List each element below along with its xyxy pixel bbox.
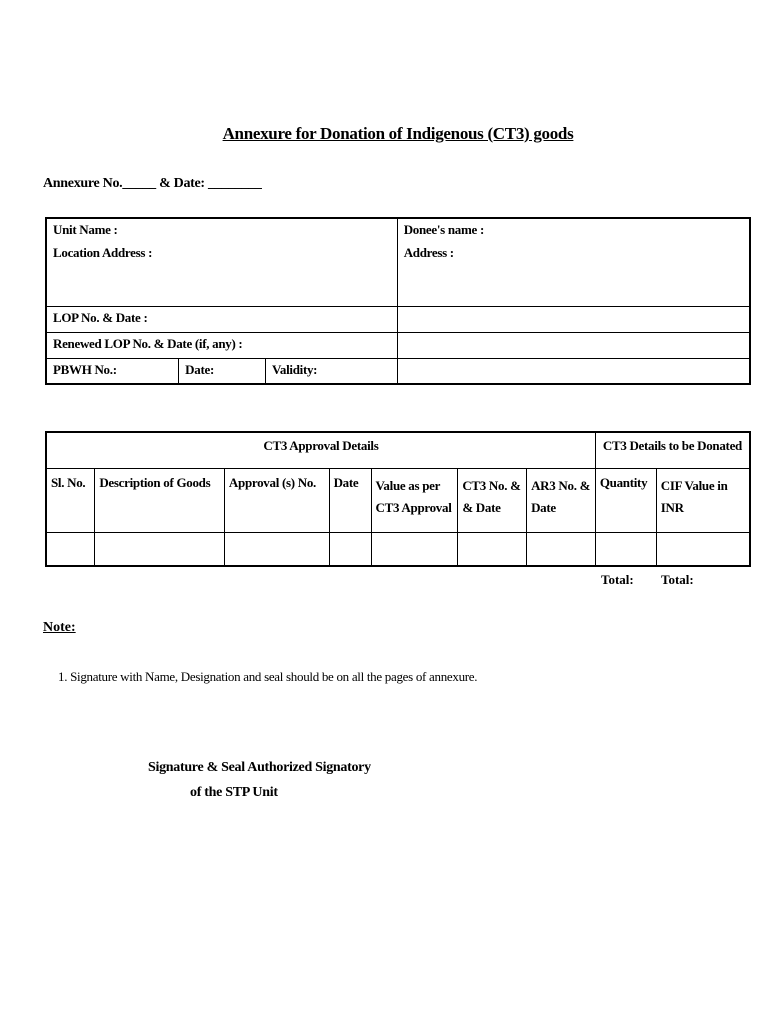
lop-label: LOP No. & Date :: [46, 306, 397, 332]
cell-value: [371, 532, 458, 566]
cell-cif-value: [656, 532, 750, 566]
col-header-ct3-line1: CT3 No. &: [462, 477, 521, 493]
unit-name-label: Unit Name :: [46, 218, 397, 242]
col-header-ct3-no: [458, 468, 527, 532]
location-address-label: Location Address :: [46, 242, 397, 306]
cell-date: [329, 532, 371, 566]
col-header-approval-no: Approval (s) No.: [224, 468, 329, 532]
col-header-description: Description of Goods: [95, 468, 225, 532]
donee-name-label: Donee's name :: [397, 218, 750, 242]
pbwh-label: PBWH No.:: [46, 358, 179, 384]
cell-approval-no: [224, 532, 329, 566]
col-header-ar3-line2: Date: [531, 499, 556, 515]
renewed-lop-value-cell: [397, 332, 750, 358]
col-header-date: Date: [329, 468, 371, 532]
cell-ar3-no: [527, 532, 596, 566]
signature-line-1: Signature & Seal Authorized Signatory: [148, 760, 371, 775]
ct3-approval-group-header: CT3 Approval Details: [46, 432, 595, 468]
note-heading: Note:: [43, 620, 76, 635]
col-header-value: [371, 468, 458, 532]
col-header-ar3-no: [527, 468, 596, 532]
cell-quantity: [595, 532, 656, 566]
document-title: Annexure for Donation of Indigenous (CT3) goods: [222, 124, 574, 143]
renewed-lop-label: Renewed LOP No. & Date (if, any) :: [46, 332, 397, 358]
col-header-sl-no: Sl. No.: [46, 468, 95, 532]
col-header-ct3-line2: & Date: [462, 499, 501, 515]
col-header-value-line2: CT3 Approval: [375, 499, 452, 515]
pbwh-value-cell: [397, 358, 750, 384]
note-item-1: 1. Signature with Name, Designation and seal should be on all the pages of annexure.: [58, 669, 478, 684]
total-quantity-label: Total:: [601, 572, 634, 587]
pbwh-date-label: Date:: [179, 358, 266, 384]
col-header-quantity: Quantity: [595, 468, 656, 532]
cell-ct3-no: [458, 532, 527, 566]
approval-details-table: [45, 431, 751, 567]
col-header-cif-value: [656, 468, 750, 532]
col-header-cif-line1: CIF Value in: [660, 477, 728, 493]
table-row: [46, 532, 750, 566]
col-header-ar3-line1: AR3 No. &: [531, 477, 591, 493]
unit-details-table: [45, 217, 751, 385]
cell-sl-no: [46, 532, 95, 566]
col-header-value-line1: Value as per: [375, 477, 441, 493]
cell-description: [95, 532, 225, 566]
total-cif-label: Total:: [661, 572, 694, 587]
lop-value-cell: [397, 306, 750, 332]
annexure-number-line: Annexure No._____ & Date: ________: [43, 176, 262, 191]
signature-line-2: of the STP Unit: [190, 785, 278, 800]
ct3-donated-group-header: CT3 Details to be Donated: [595, 432, 750, 468]
col-header-cif-line2: INR: [660, 499, 684, 515]
donee-address-label: Address :: [397, 242, 750, 306]
validity-label: Validity:: [265, 358, 397, 384]
